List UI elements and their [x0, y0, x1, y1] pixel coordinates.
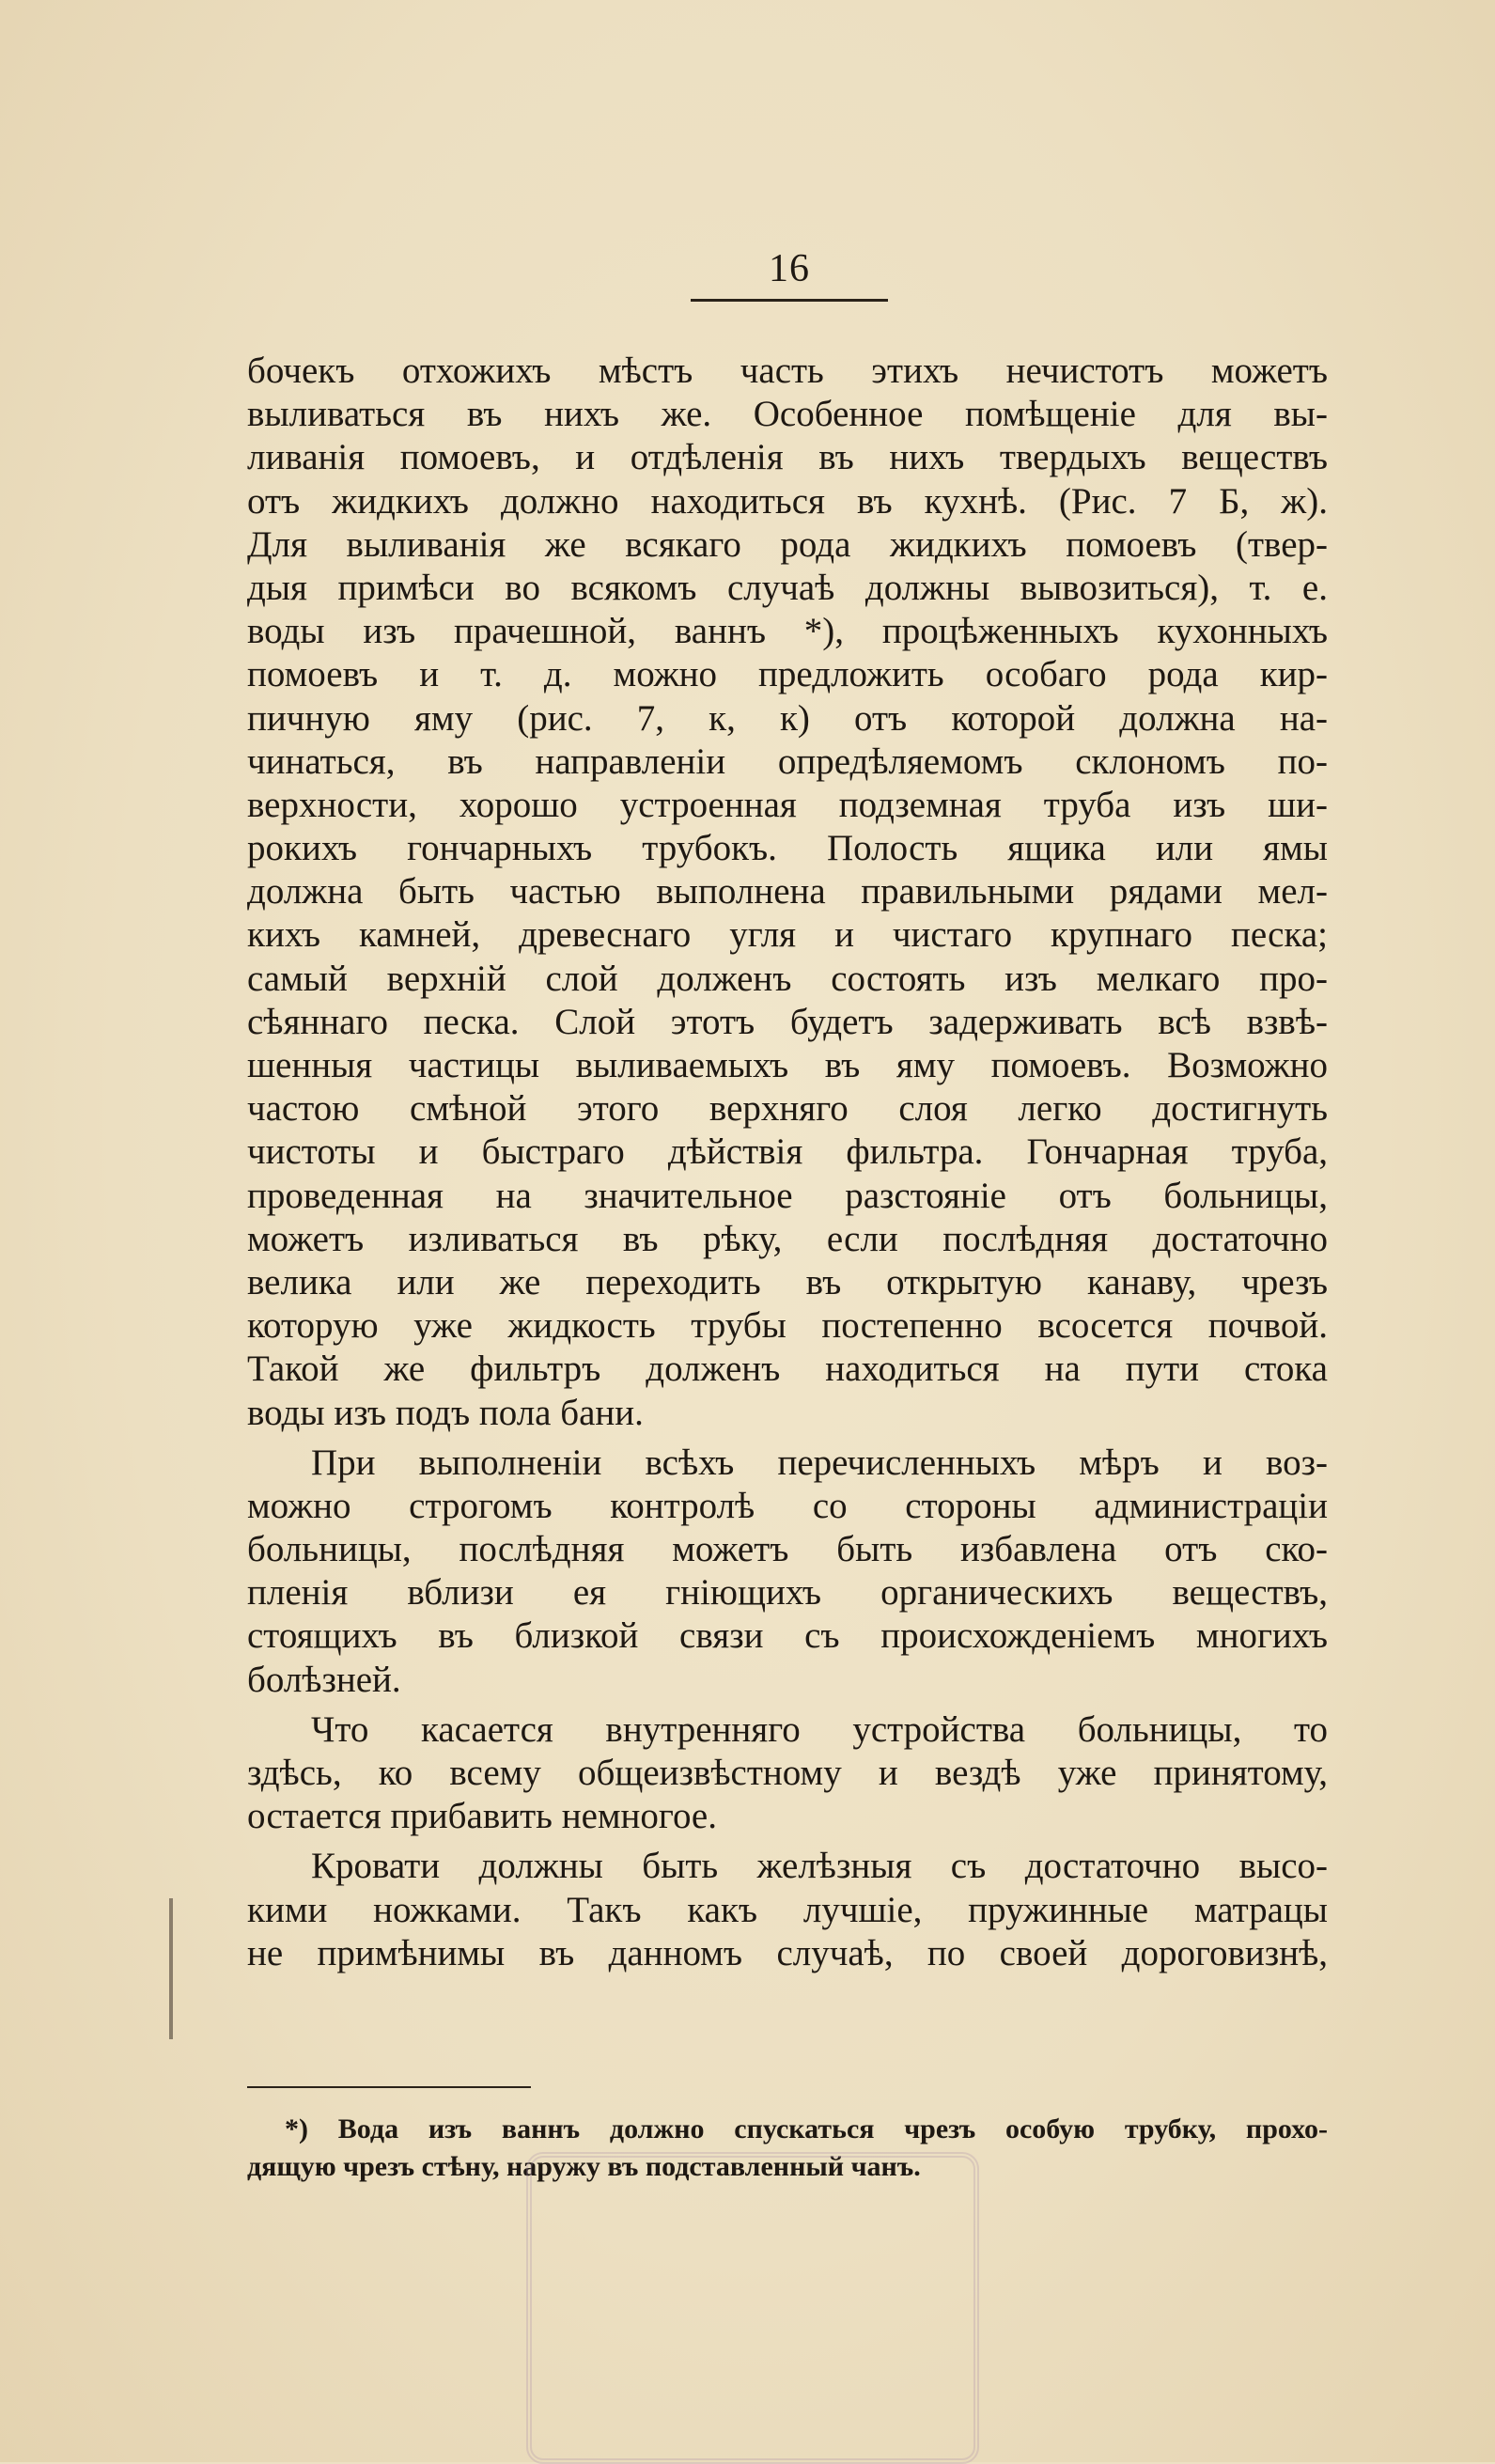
text-line: самый верхній слой долженъ состоять изъ мелкаго про- [247, 958, 1328, 999]
text-line: пичную яму (рис. 7, к, к) отъ которой должна на- [247, 697, 1328, 739]
text-line: воды изъ прачешной, ваннъ *), процѣженныхъ кухонныхъ [247, 611, 1328, 652]
text-line: стоящихъ въ близкой связи съ происхожденіемъ многихъ [247, 1615, 1328, 1657]
paragraph-4 [247, 1845, 1328, 1975]
text-line: выливаться въ нихъ же. Особенное помѣщеніе для вы- [247, 394, 1328, 435]
text-line: здѣсь, ко всему общеизвѣстному и вездѣ уже принятому, [247, 1753, 1328, 1793]
text-line: остается прибавить немногое. [247, 1796, 717, 1837]
text-line: болѣзней. [247, 1659, 401, 1700]
text-line: чистоты и быстраго дѣйствія фильтра. Гончарная труба, [247, 1131, 1328, 1173]
text-line: При выполненіи всѣхъ перечисленныхъ мѣръ и воз- [311, 1442, 1328, 1483]
text-line: воды изъ подъ пола бани. [247, 1392, 644, 1433]
text-line: помоевъ и т. д. можно предложить особаго рода кир- [247, 654, 1328, 695]
text-line: отъ жидкихъ должно находиться въ кухнѣ. (Рис. 7 Б, ж). [247, 480, 1328, 522]
page-number: 16 [769, 247, 810, 290]
paragraph-3 [247, 1708, 1328, 1839]
text-line: можно строгомъ контролѣ со стороны администраціи [247, 1485, 1328, 1526]
text-line: кими ножками. Такъ какъ лучшіе, пружинные матрацы [247, 1889, 1328, 1930]
text-line: ливанія помоевъ, и отдѣленія въ нихъ твердыхъ веществъ [247, 437, 1328, 478]
text-line: Такой же фильтръ долженъ находиться на пути стока [247, 1349, 1328, 1390]
footnote-line: *) Вода изъ ваннъ должно спускаться чрезъ особую трубку, прохо- [285, 2113, 1328, 2144]
header-rule [691, 299, 888, 302]
text-line: рокихъ гончарныхъ трубокъ. Полость ящика или ямы [247, 828, 1328, 869]
text-line: можетъ изливаться въ рѣку, если послѣдняя достаточно [247, 1218, 1328, 1259]
text-line: бочекъ отхожихъ мѣстъ часть этихъ нечистотъ можетъ [247, 351, 1328, 391]
library-stamp [526, 2152, 979, 2464]
footnote-line: дящую чрезъ стѣну, наружу въ подставленный чанъ. [247, 2151, 921, 2182]
text-line: шенныя частицы выливаемыхъ въ яму помоевъ. Возможно [247, 1045, 1328, 1085]
text-line: чинаться, въ направленіи опредѣляемомъ склономъ по- [247, 741, 1328, 782]
text-line: сѣяннаго песка. Слой этотъ будетъ задерживать всѣ взвѣ- [247, 1001, 1328, 1042]
paragraph-2 [247, 1442, 1328, 1702]
text-line: которую уже жидкость трубы постепенно всосется почвой. [247, 1305, 1328, 1347]
text-line: проведенная на значительное разстояніе отъ больницы, [247, 1175, 1328, 1216]
text-line: кихъ камней, древеснаго угля и чистаго крупнаго песка; [247, 914, 1328, 956]
text-line: должна быть частью выполнена правильными рядами мел- [247, 871, 1328, 912]
text-line: больницы, послѣдняя можетъ быть избавлена отъ ско- [247, 1529, 1328, 1570]
body-text [247, 350, 1328, 1975]
text-line: пленія вблизи ея гніющихъ органическихъ веществъ, [247, 1572, 1328, 1614]
paragraph-1 [247, 350, 1328, 1435]
text-line: верхности, хорошо устроенная подземная труба изъ ши- [247, 784, 1328, 825]
text-line: частою смѣной этого верхняго слоя легко достигнуть [247, 1088, 1328, 1130]
text-line: велика или же переходить въ открытую канаву, чрезъ [247, 1261, 1328, 1302]
footnote-rule [247, 2086, 531, 2088]
text-line: Для выливанія же всякаго рода жидкихъ помоевъ (твер- [247, 523, 1328, 565]
margin-pencil-mark [169, 1898, 173, 2039]
text-line: Что касается внутренняго устройства больницы, то [311, 1708, 1328, 1750]
text-line: Кровати должны быть желѣзныя съ достаточно высо- [311, 1846, 1328, 1887]
text-line: дыя примѣси во всякомъ случаѣ должны вывозиться), т. е. [247, 567, 1328, 608]
text-line: не примѣнимы въ данномъ случаѣ, по своей дороговизнѣ, [247, 1932, 1328, 1973]
